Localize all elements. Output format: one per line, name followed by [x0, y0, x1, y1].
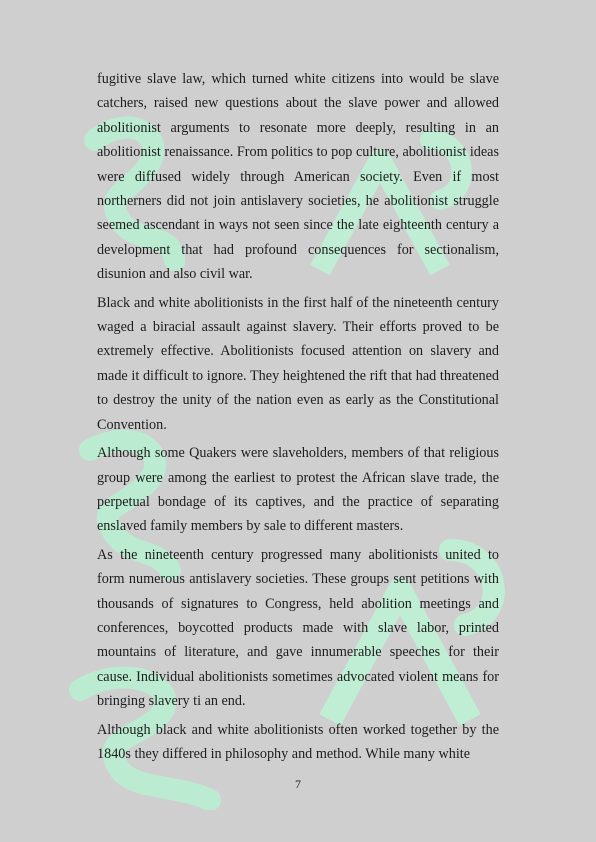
paragraph: fugitive slave law, which turned white citizens into would be slave catchers, raised new questions about the slave power and allowed abolitionist arguments to resonate more deeply, resulting in an abolitionist renaissance. From politics to pop culture, abolitionist ideas were diffused widely through American society. Even if most northerners did not join antislavery societies, he abolitionist struggle seemed ascendant in ways not seen since the late eighteenth century a development that had profound consequences for sectionalism, disunion and also civil war. — [97, 71, 499, 283]
paragraph: Although black and white abolitionists often worked together by the 1840s they differed in philosophy and method. While many white — [97, 721, 499, 762]
page-number: 7 — [295, 777, 301, 791]
paragraph: Black and white abolitionists in the first half of the nineteenth century waged a biracial assault against slavery. Their efforts proved to be extremely effective. Abolitionists focused attention on slavery and made it difficult to ignore. They heightened the rift that had threatened to destroy the unity of the nation even as early as the Constitutional Convention. — [97, 294, 499, 433]
paragraph: As the nineteenth century progressed many abolitionists united to form numerous antislavery societies. These groups sent petitions with thousands of signatures to Congress, held abolition meetings and conferences, boycotted products made with slave labor, printed mountains of literature, and gave innumerable speeches for their cause. Individual abolitionists sometimes advocated violent means for bringing slavery ti an end. — [97, 546, 499, 710]
paragraph: Although some Quakers were slaveholders, members of that religious group were among the earliest to protest the African slave trade, the perpetual bondage of its captives, and the practice of separating enslaved family members by sale to different masters. — [97, 445, 499, 535]
body-text — [97, 67, 499, 770]
